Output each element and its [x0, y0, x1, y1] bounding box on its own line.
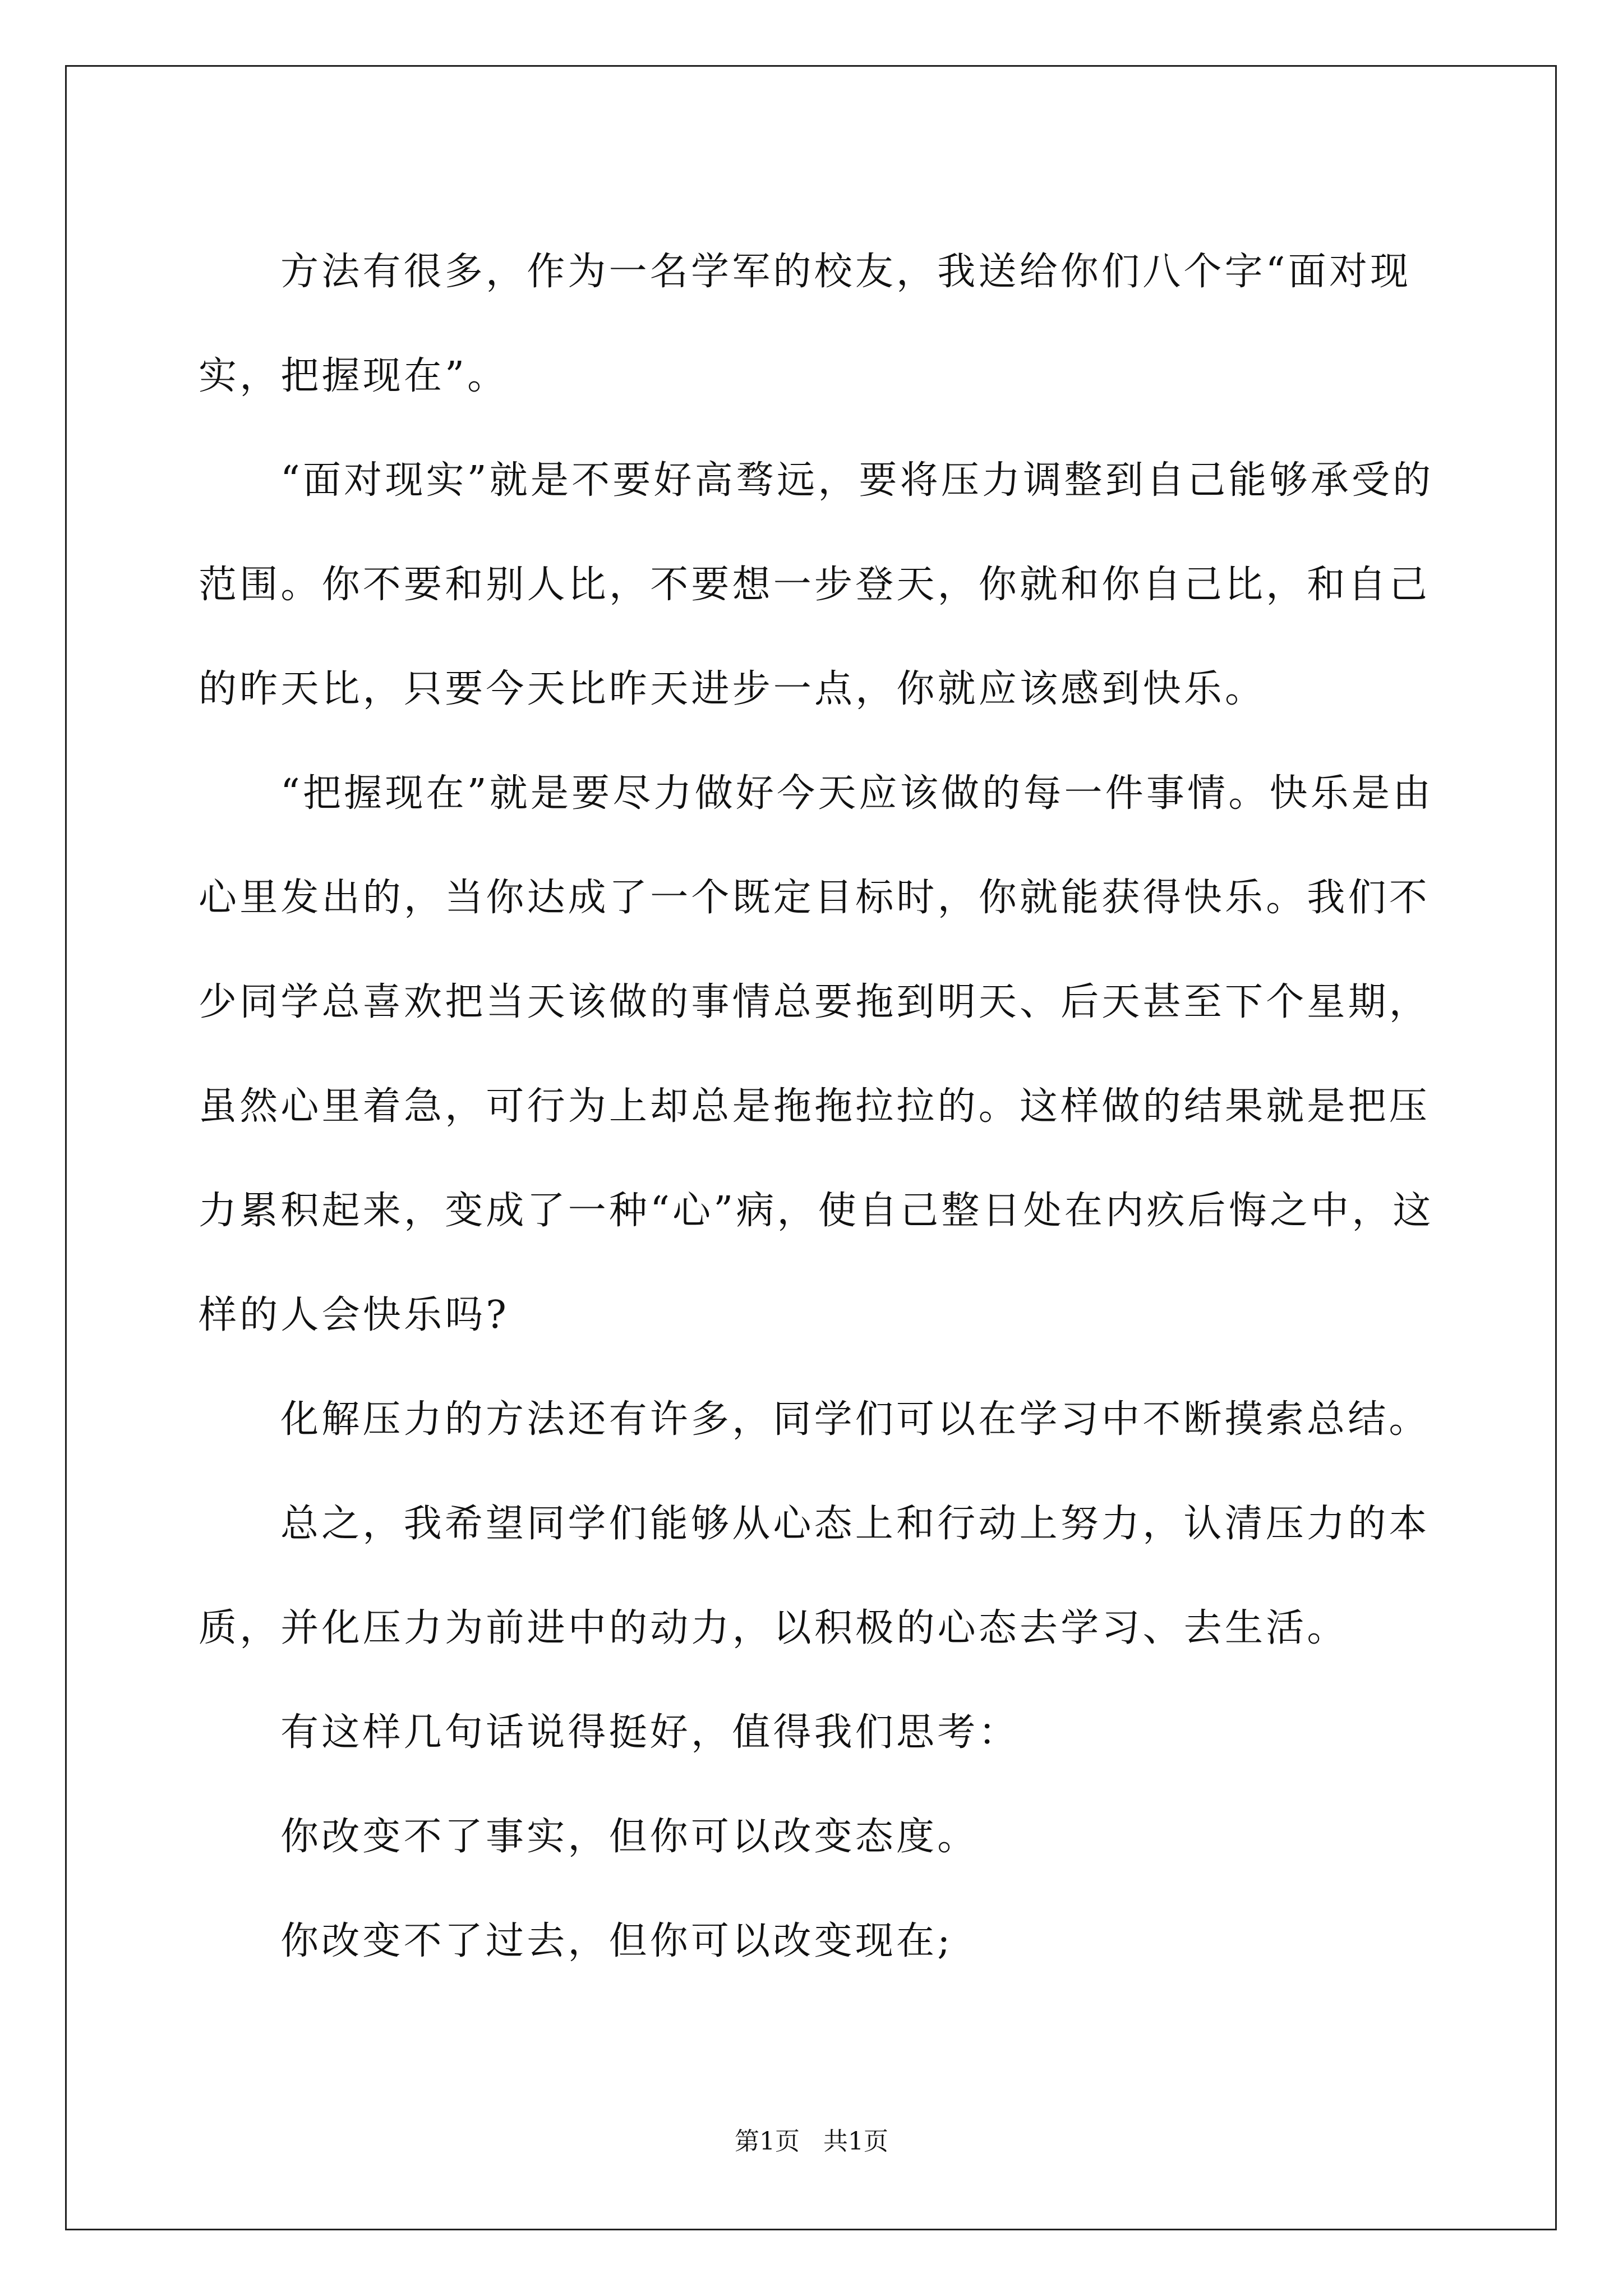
paragraph: 你改变不了过去，但你可以改变现在;: [280, 1919, 953, 1963]
document-body: [199, 220, 1464, 1994]
paragraph: 化解压力的方法还有许多，同学们可以在学习中不断摸索总结。: [280, 1397, 1430, 1442]
paragraph: 总之，我希望同学们能够从心态上和行动上努力，认清压力的本质，并化压力为前进中的动力，以积极的心态去学习、去生活。: [199, 1502, 1430, 1650]
paragraph: 你改变不了事实，但你可以改变态度。: [280, 1815, 979, 1859]
page-number-current: 第1页: [735, 2127, 800, 2156]
paragraph: 方法有很多，作为一名学军的校友，我送给你们八个字“面对现实，把握现在”。: [199, 250, 1412, 398]
paragraph: “面对现实”就是不要好高骛远，要将压力调整到自己能够承受的范围。你不要和别人比，不要想一步登天，你就和你自己比，和自己的昨天比，只要今天比昨天进步一点，你就应该感到快乐。: [199, 458, 1434, 711]
paragraph: “把握现在”就是要尽力做好今天应该做的每一件事情。快乐是由心里发出的，当你达成了一个既定目标时，你就能获得快乐。我们不少同学总喜欢把当天该做的事情总要拖到明天、后天甚至下个星期，虽然心里着急，可行为上却总是拖拖拉拉的。这样做的结果就是把压力累积起来，变成了一种“心”病，使自己整日处在内疚后悔之中，这样的人会快乐吗?: [199, 771, 1434, 1337]
paragraph: 有这样几句话说得挺好，值得我们思考：: [280, 1710, 1020, 1755]
page-footer: [0, 2125, 1623, 2159]
page-number-total: 共1页: [823, 2127, 888, 2156]
